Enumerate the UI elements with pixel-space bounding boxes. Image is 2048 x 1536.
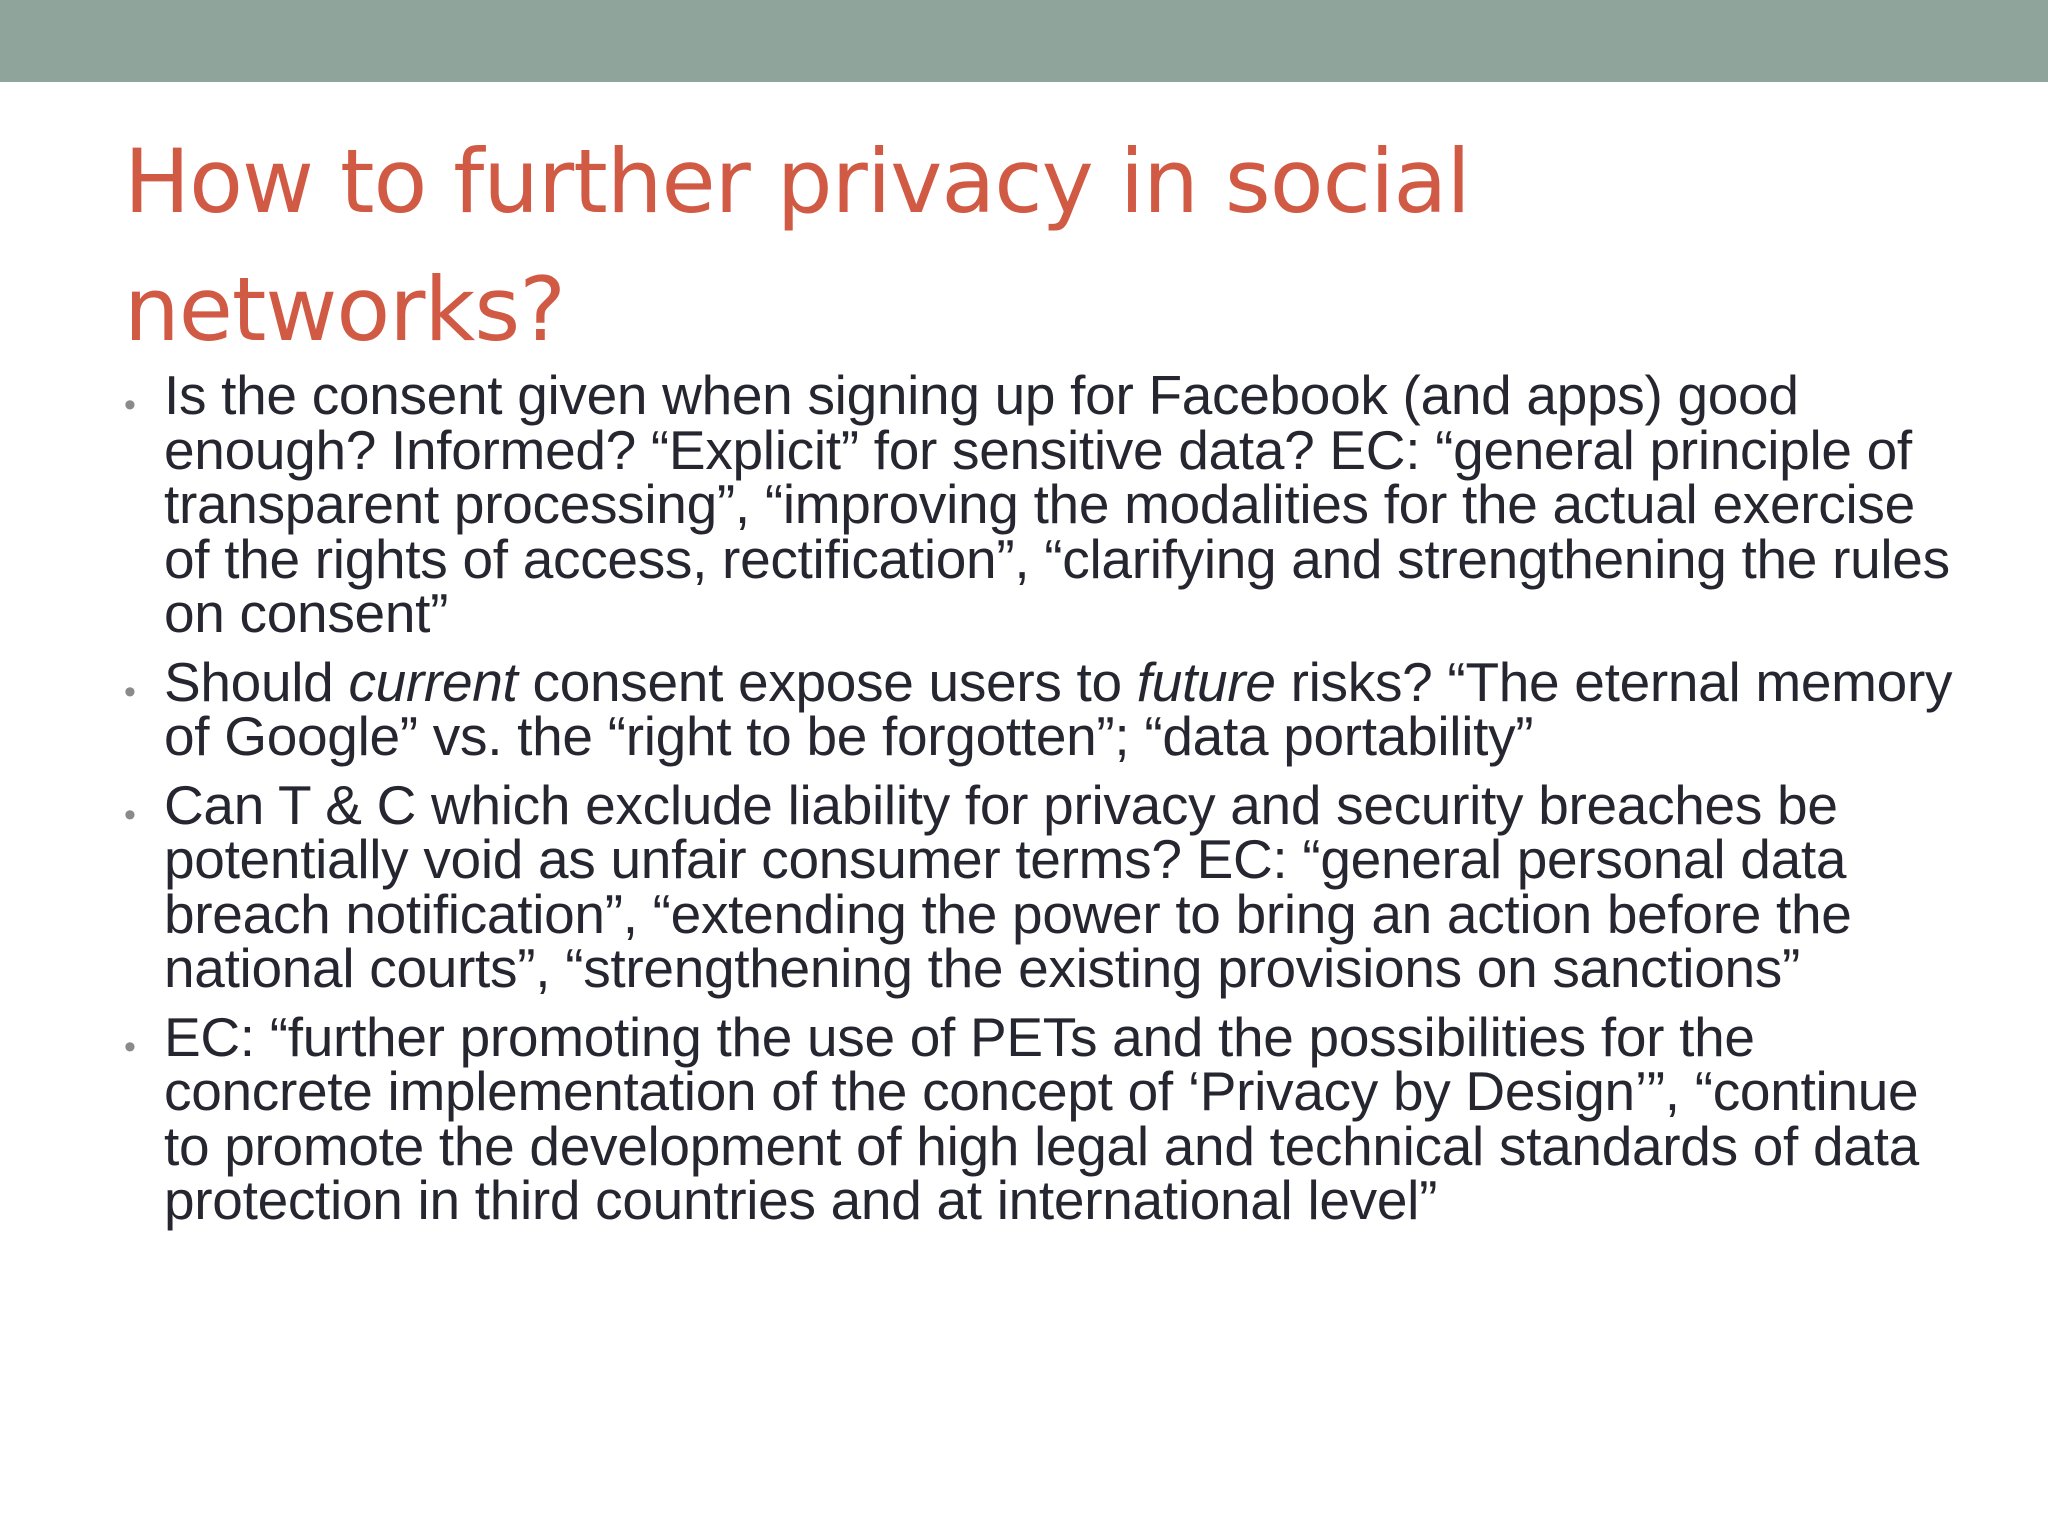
slide-title: How to further privacy in social networks? [124,130,1470,361]
bullet-marker-icon: • [124,795,136,834]
text-run: consent expose users to [517,650,1137,713]
text-run: Should [164,650,349,713]
emphasized-text: future [1136,650,1276,713]
text-run: Can T & C which exclude liability for privacy and security breaches be potentially void as unfair consumer terms? EC: “general personal data breach notification”, “extending the power to bring an action before the national courts”, “strengthening the existing provisions on sanctions” [164,773,1852,999]
bullet-marker-icon: • [124,386,136,424]
text-run: risks? “The eternal memory of Google” vs. the “right to be forgotten”; “data portability” [164,650,1953,767]
bullet-item [0,364,2048,644]
text-run: EC: “further promoting the use of PETs and the possibilities for the concrete implementation of the concept of ‘Privacy by Design’”, “continue to promote the development of high legal and technical standards of data protection in third countries and at international level” [164,1005,1919,1231]
bullet-text [164,650,1954,767]
bullet-text [164,1005,1954,1231]
bullet-marker-icon: • [124,1027,136,1066]
bullet-item [0,773,2048,999]
bullet-item [0,1005,2048,1231]
bullet-text [164,773,1954,999]
text-run: Is the consent given when signing up for Facebook (and apps) good enough? Informed? “Explicit” for sensitive data? EC: “general principle of transparent processing”, “improving the modalities for the actual exercise of the rights of access, rectification”, “clarifying and strengthening the rules on consent” [164,364,1950,644]
top-color-band [0,0,2048,82]
emphasized-text: current [348,650,518,713]
bullet-item [0,650,2048,767]
bullet-text [164,364,1954,644]
bullet-list [0,364,2048,1242]
bullet-marker-icon: • [124,672,136,711]
